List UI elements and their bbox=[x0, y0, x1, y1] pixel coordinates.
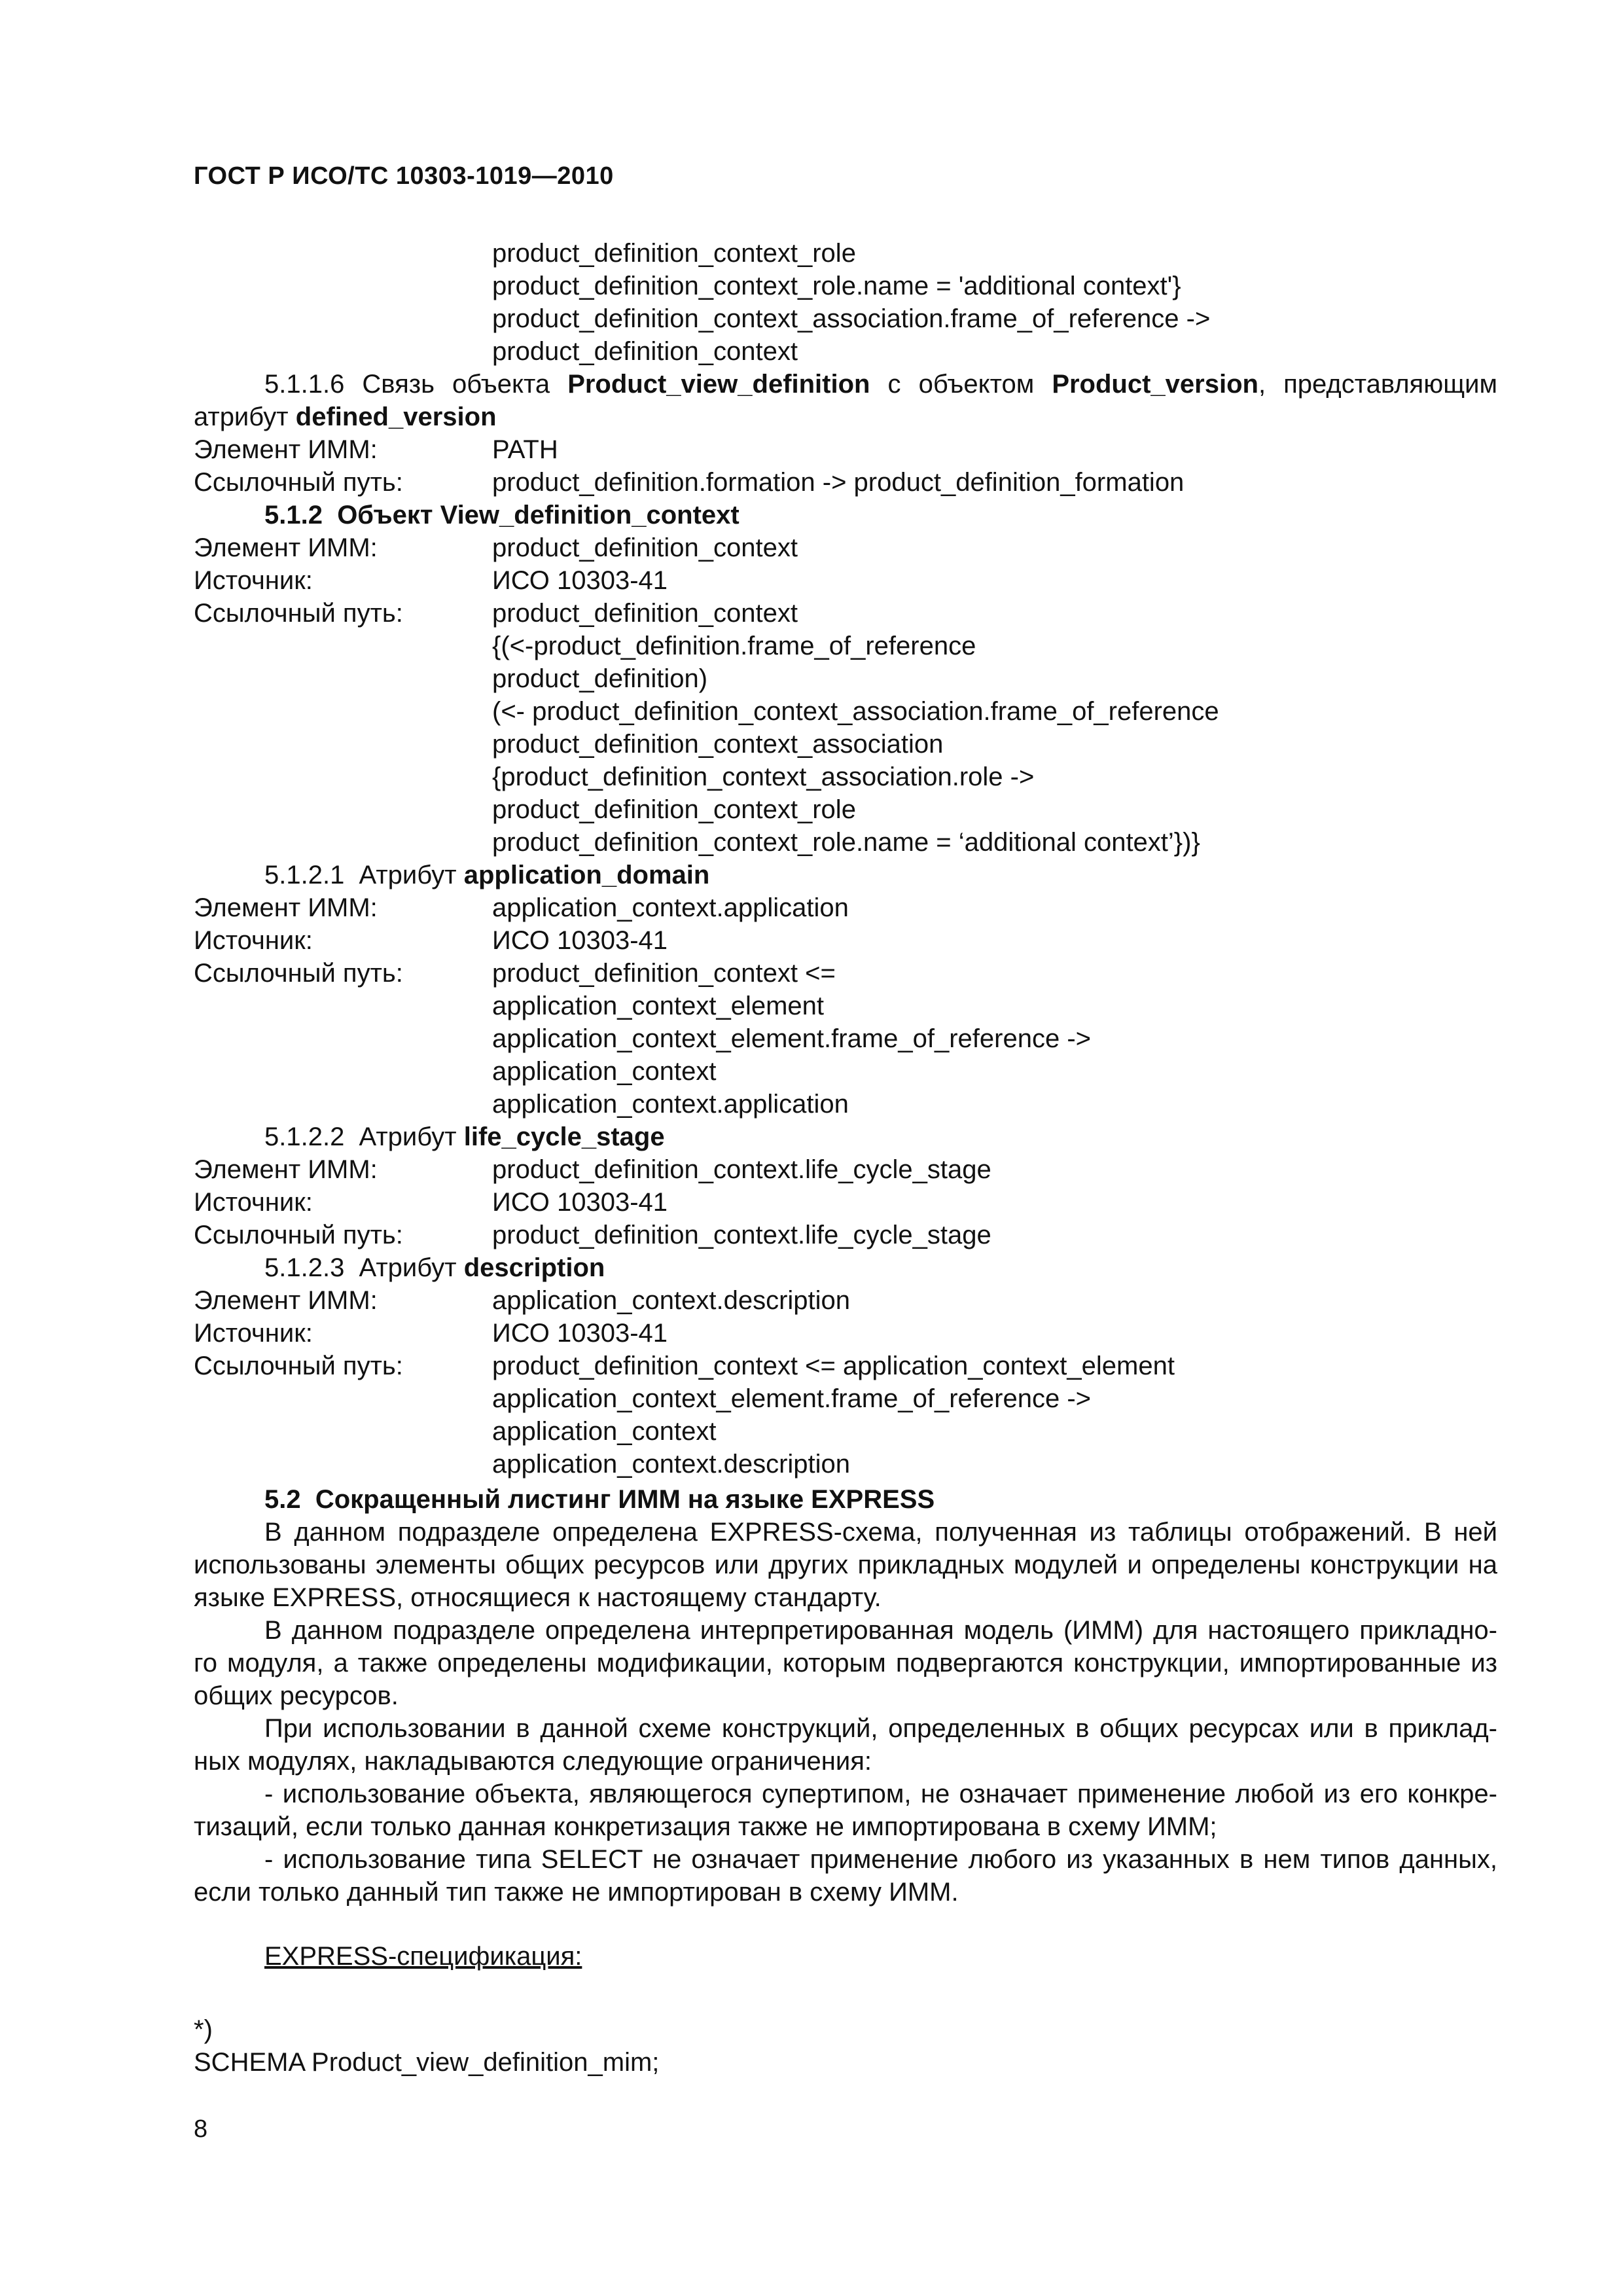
field-value: product_definition.formation -> product_definition_formation bbox=[492, 468, 1185, 497]
field-label: Источник: bbox=[194, 926, 313, 955]
mapping-row bbox=[194, 1153, 1497, 1186]
field-label: Элемент ИММ: bbox=[194, 1155, 378, 1184]
paragraph-line: - использование объекта, являющегося супертипом, не означает применение любой из его конкре- bbox=[264, 1780, 1497, 1808]
mapping-row bbox=[194, 1317, 1497, 1350]
paragraph-line: использованы элементы общих ресурсов или других прикладных модулей и определены конструкции на bbox=[194, 1551, 1497, 1579]
mapping-row bbox=[194, 531, 1497, 564]
document-body bbox=[194, 237, 1497, 2079]
section-5-1-2-heading: 5.1.2 Объект View_definition_context bbox=[264, 501, 740, 529]
page-header: ГОСТ Р ИСО/ТС 10303-1019—2010 bbox=[194, 162, 614, 190]
ref-path-line: (<- product_definition_context_association.frame_of_reference bbox=[492, 697, 1219, 726]
section-5-1-2-2-title: 5.1.2.2 Атрибут life_cycle_stage bbox=[264, 1122, 665, 1151]
ref-path-line: product_definition_context_role bbox=[492, 795, 856, 824]
mapping-row bbox=[194, 891, 1497, 924]
ref-path-line: application_context.description bbox=[492, 1450, 851, 1479]
paragraph-line: В данном подразделе определена интерпретированная модель (ИММ) для настоящего прикладно- bbox=[264, 1616, 1497, 1645]
field-label: Элемент ИММ: bbox=[194, 533, 378, 562]
field-value: product_definition_context <= bbox=[492, 959, 836, 988]
paragraph-line: - использование типа SELECT не означает применение любого из указанных в нем типов данных, bbox=[264, 1845, 1497, 1874]
field-value: application_context.description bbox=[492, 1286, 851, 1315]
field-label: Ссылочный путь: bbox=[194, 468, 403, 497]
ref-path-line: product_definition_context_association.frame_of_reference -> bbox=[492, 304, 1211, 333]
ref-path-line: product_definition_context_role.name = 'additional context'} bbox=[492, 272, 1181, 300]
ref-path-line: product_definition_context_role bbox=[492, 239, 856, 268]
ref-path-line: product_definition_context bbox=[492, 337, 798, 366]
section-5-2-heading: 5.2 Сокращенный листинг ИММ на языке EXPRESS bbox=[264, 1485, 935, 1514]
mapping-row bbox=[194, 597, 1497, 630]
section-5-1-1-6-title: 5.1.1.6 Связь объекта Product_view_definition с объектом Product_version, представляющим bbox=[264, 370, 1497, 399]
field-value: application_context.application bbox=[492, 893, 849, 922]
code-line: *) bbox=[194, 2015, 213, 2044]
field-label: Элемент ИММ: bbox=[194, 435, 378, 464]
field-label: Ссылочный путь: bbox=[194, 599, 403, 628]
mapping-row bbox=[194, 1186, 1497, 1219]
field-value: product_definition_context bbox=[492, 599, 798, 628]
ref-path-line: application_context bbox=[492, 1417, 717, 1446]
field-value: PATH bbox=[492, 435, 558, 464]
field-label: Ссылочный путь: bbox=[194, 1352, 403, 1380]
ref-path-line: application_context bbox=[492, 1057, 717, 1086]
ref-path-line: application_context.application bbox=[492, 1090, 849, 1119]
page-number: 8 bbox=[194, 2115, 208, 2143]
ref-path-line: product_definition_context_association bbox=[492, 730, 944, 759]
ref-path-line: product_definition) bbox=[492, 664, 708, 693]
paragraph-line: языке EXPRESS, относящиеся к настоящему стандарту. bbox=[194, 1583, 882, 1612]
ref-path-line: {(<-product_definition.frame_of_reference bbox=[492, 632, 976, 660]
field-label: Источник: bbox=[194, 1319, 313, 1348]
ref-path-line: {product_definition_context_association.role -> bbox=[492, 762, 1035, 791]
mapping-row bbox=[194, 1219, 1497, 1251]
ref-path-line: application_context_element.frame_of_reference -> bbox=[492, 1384, 1091, 1413]
mapping-row bbox=[194, 433, 1497, 466]
field-label: Элемент ИММ: bbox=[194, 893, 378, 922]
paragraph-line: ных модулях, накладываются следующие ограничения: bbox=[194, 1747, 872, 1776]
section-5-1-2-3-title: 5.1.2.3 Атрибут description bbox=[264, 1253, 605, 1282]
express-spec-label: EXPRESS-спецификация: bbox=[264, 1942, 582, 1971]
code-line: SCHEMA Product_view_definition_mim; bbox=[194, 2048, 660, 2077]
mapping-row bbox=[194, 924, 1497, 957]
field-value: product_definition_context.life_cycle_stage bbox=[492, 1221, 991, 1249]
field-value: ИСО 10303-41 bbox=[492, 1319, 668, 1348]
field-value: ИСО 10303-41 bbox=[492, 566, 668, 595]
paragraph-line: го модуля, а также определены модификации, которым подвергаются конструкции, импортированные из bbox=[194, 1649, 1497, 1677]
section-5-1-1-6-title-cont: атрибут defined_version bbox=[194, 403, 497, 431]
section-5-1-2-1-title: 5.1.2.1 Атрибут application_domain bbox=[264, 861, 710, 889]
field-value: product_definition_context bbox=[492, 533, 798, 562]
paragraph-line: При использовании в данной схеме конструкций, определенных в общих ресурсах или в приклад- bbox=[264, 1714, 1497, 1743]
field-value: ИСО 10303-41 bbox=[492, 926, 668, 955]
ref-path-line: application_context_element bbox=[492, 992, 825, 1020]
field-value: ИСО 10303-41 bbox=[492, 1188, 668, 1217]
mapping-row bbox=[194, 1350, 1497, 1382]
mapping-row bbox=[194, 466, 1497, 499]
field-value: product_definition_context.life_cycle_stage bbox=[492, 1155, 991, 1184]
mapping-row bbox=[194, 957, 1497, 990]
paragraph-line: если только данный тип также не импортирован в схему ИММ. bbox=[194, 1878, 959, 1907]
field-label: Источник: bbox=[194, 1188, 313, 1217]
field-label: Ссылочный путь: bbox=[194, 959, 403, 988]
field-label: Источник: bbox=[194, 566, 313, 595]
mapping-row bbox=[194, 1284, 1497, 1317]
paragraph-line: В данном подразделе определена EXPRESS-схема, полученная из таблицы отображений. В ней bbox=[264, 1518, 1497, 1547]
field-value: product_definition_context <= application_context_element bbox=[492, 1352, 1175, 1380]
ref-path-line: product_definition_context_role.name = ‘additional context’})} bbox=[492, 828, 1200, 857]
field-label: Элемент ИММ: bbox=[194, 1286, 378, 1315]
paragraph-line: общих ресурсов. bbox=[194, 1681, 399, 1710]
mapping-row bbox=[194, 564, 1497, 597]
paragraph-line: тизаций, если только данная конкретизация также не импортирована в схему ИММ; bbox=[194, 1812, 1217, 1841]
ref-path-line: application_context_element.frame_of_reference -> bbox=[492, 1024, 1091, 1053]
field-label: Ссылочный путь: bbox=[194, 1221, 403, 1249]
